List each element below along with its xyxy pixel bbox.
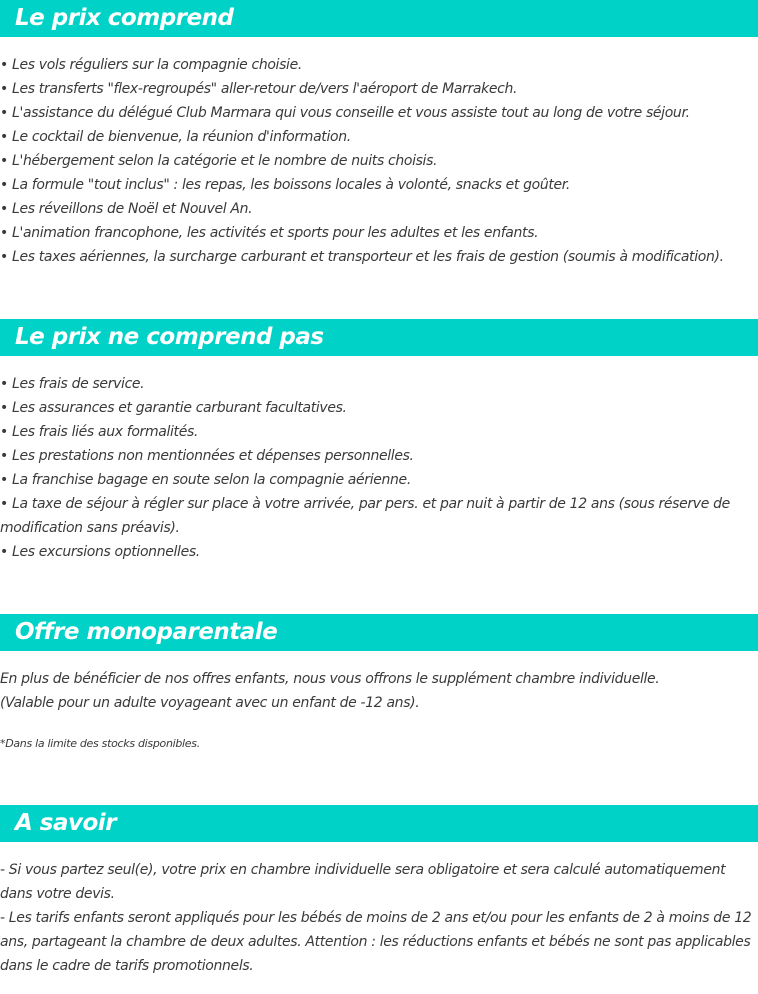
bullet-icon: • <box>0 177 8 193</box>
bullet-icon: • <box>0 472 8 488</box>
list-item: • Le cocktail de bienvenue, la réunion d'information. <box>0 129 351 145</box>
list-item: • L'assistance du délégué Club Marmara qui vous conseille et vous assiste tout au long de votre séjour. <box>0 105 690 121</box>
list-item: • La franchise bagage en soute selon la compagnie aérienne. <box>0 472 411 488</box>
bullet-icon: • <box>0 225 8 241</box>
single-parent-line: (Valable pour un adulte voyageant avec un enfant de -12 ans). <box>0 695 420 711</box>
list-item: • Les excursions optionnelles. <box>0 544 200 560</box>
bullet-icon: • <box>0 400 8 416</box>
includes-list <box>0 53 758 269</box>
list-item: • Les frais liés aux formalités. <box>0 424 199 440</box>
bullet-icon: • <box>0 249 8 265</box>
list-item: • Les taxes aériennes, la surcharge carburant et transporteur et les frais de gestion (soumis à modification). <box>0 249 724 265</box>
section-title-single-parent: Offre monoparentale <box>0 614 758 651</box>
bullet-icon: • <box>0 153 8 169</box>
list-item: • L'animation francophone, les activités et sports pour les adultes et les enfants. <box>0 225 539 241</box>
list-item: • Les réveillons de Noël et Nouvel An. <box>0 201 253 217</box>
bullet-icon: • <box>0 544 8 560</box>
section-title-excludes: Le prix ne comprend pas <box>0 319 758 356</box>
list-item: • Les frais de service. <box>0 376 145 392</box>
list-item: • L'hébergement selon la catégorie et le nombre de nuits choisis. <box>0 153 438 169</box>
bullet-icon: • <box>0 105 8 121</box>
good-to-know-text <box>0 858 758 978</box>
list-item: • La taxe de séjour à régler sur place à votre arrivée, par pers. et par nuit à partir de 12 ans (sous réserve de modification sans préavis). <box>0 496 730 536</box>
bullet-icon: • <box>0 424 8 440</box>
list-item: • Les transferts "flex-regroupés" aller-retour de/vers l'aéroport de Marrakech. <box>0 81 518 97</box>
bullet-icon: • <box>0 81 8 97</box>
stock-note: *Dans la limite des stocks disponibles. <box>0 737 200 750</box>
excludes-list <box>0 372 758 564</box>
good-to-know-line: - Les tarifs enfants seront appliqués pour les bébés de moins de 2 ans et/ou pour les enfants de 2 à moins de 12 ans, partageant la chambre de deux adultes. Attention : les réductions enfants et bébés ne sont pas applicables dans le cadre de tarifs promotionnels. <box>0 910 752 974</box>
good-to-know-line: - Si vous partez seul(e), votre prix en chambre individuelle sera obligatoire et sera calculé automatiquement dans votre devis. <box>0 862 726 902</box>
bullet-icon: • <box>0 57 8 73</box>
bullet-icon: • <box>0 496 8 512</box>
single-parent-line: En plus de bénéficier de nos offres enfants, nous vous offrons le supplément chambre individuelle. <box>0 671 660 687</box>
bullet-icon: • <box>0 448 8 464</box>
list-item: • Les vols réguliers sur la compagnie choisie. <box>0 57 302 73</box>
section-title-good-to-know: A savoir <box>0 805 758 842</box>
list-item: • La formule "tout inclus" : les repas, les boissons locales à volonté, snacks et goûter. <box>0 177 571 193</box>
bullet-icon: • <box>0 201 8 217</box>
list-item: • Les prestations non mentionnées et dépenses personnelles. <box>0 448 414 464</box>
bullet-icon: • <box>0 376 8 392</box>
single-parent-text <box>0 667 758 715</box>
list-item: • Les assurances et garantie carburant facultatives. <box>0 400 347 416</box>
bullet-icon: • <box>0 129 8 145</box>
section-title-includes: Le prix comprend <box>0 0 758 37</box>
